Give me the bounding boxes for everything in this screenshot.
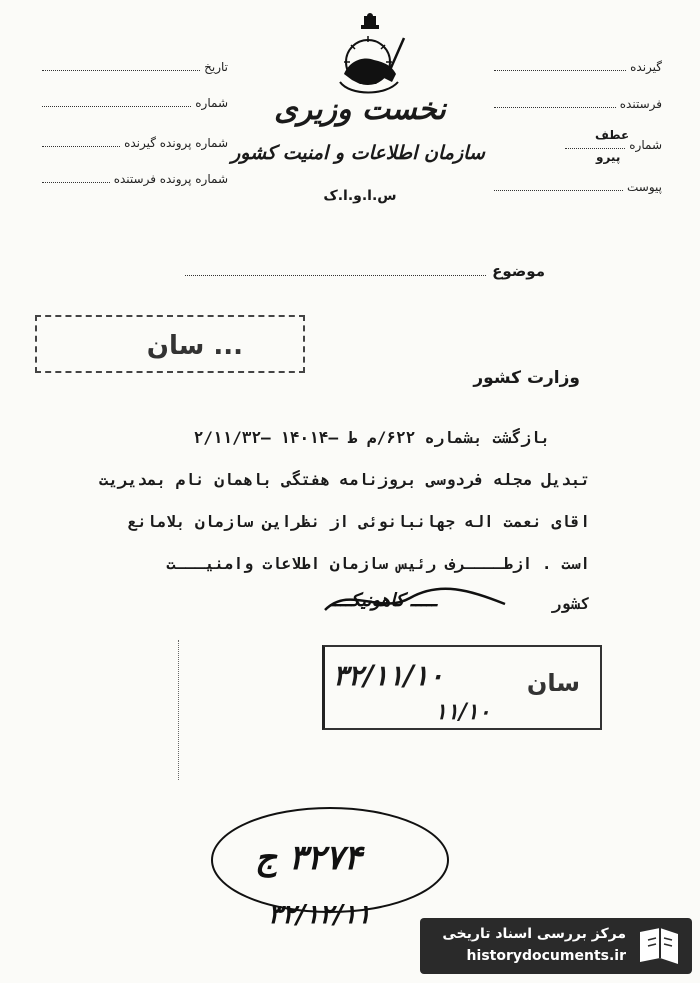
receiver-file-dotted-line [42, 137, 120, 147]
body-line-5: کشور [551, 594, 590, 613]
atf-label: عطف [595, 128, 630, 142]
number-label-left: شماره [195, 96, 228, 110]
sender-field [490, 97, 662, 111]
stamp-handwritten-right: سان [526, 669, 580, 697]
signature-text: ـــــ کاهونیکــــ [330, 590, 437, 611]
handwritten-date-bottom: ۳۲/۱۲/۱۱ [268, 900, 371, 930]
body-line-2: تبدیل مجله فردوسی بروزنامه هفتگی باهمان نام بمدیریت [98, 470, 590, 489]
letterhead-title: نخست وزیری [274, 92, 446, 127]
number-dotted-line-left [42, 97, 191, 107]
stamp-box-top [35, 315, 305, 373]
letterhead-code: س.ا.و.ا.ک [323, 188, 397, 204]
addressee: وزارت کشور [473, 368, 580, 388]
sender-file-dotted-line [42, 173, 110, 183]
stamp-handwritten-date: ۳۲/۱۱/۱۰ [333, 659, 444, 692]
sender-label: فرستنده [619, 97, 662, 111]
watermark-name: مرکز بررسی اسناد تاریخی [442, 926, 626, 942]
archive-book-logo-icon [636, 924, 682, 968]
attachment-dotted-line [494, 181, 623, 191]
subject-field [185, 262, 545, 280]
receiver-file-field [38, 136, 228, 150]
stamp-handwritten-bottom: ۱۱/۱۰ [435, 699, 491, 725]
number-label-right: شماره [629, 138, 662, 152]
date-field [38, 60, 228, 74]
receiver-dotted-line [494, 61, 626, 71]
letterhead-subtitle: سازمان اطلاعات و امنیت کشور [231, 142, 485, 164]
receiver-file-label: شماره پرونده گیرنده [124, 136, 228, 150]
attachment-label: پیوست [627, 180, 662, 194]
subject-label: موضوع [492, 262, 545, 280]
sender-file-label: شماره پرونده فرستنده [113, 172, 228, 186]
watermark-banner [420, 918, 692, 974]
sender-dotted-line [494, 98, 616, 108]
date-dotted-line [42, 61, 200, 71]
biru-label: پیرو [596, 150, 621, 164]
stamp-top-text: ... سان [146, 331, 243, 361]
attachment-field [490, 180, 662, 194]
subject-dotted-line [185, 275, 486, 276]
body-line-1: بازگشت بشماره ۶۲۲/م ط –۱۴۰۱۴ –۲/۱۱/۳۲ [193, 428, 550, 447]
signature-scribble-icon [320, 580, 510, 620]
receiver-field [490, 60, 662, 74]
body-line-3: اقای نعمت اله جهانبانوئی از نظراین سازمان بلامانع [127, 512, 590, 531]
body-line-4: است . ازطــــرف رئیس سازمان اطلاعات وامنیـــت [166, 554, 590, 573]
date-label: تاریخ [204, 60, 228, 74]
stamp-box-received [322, 645, 602, 730]
receiver-label: گیرنده [630, 60, 662, 74]
watermark-url: historydocuments.ir [466, 948, 626, 964]
margin-dotted-line [178, 640, 179, 780]
number-field-right [490, 138, 662, 152]
lion-and-sun-emblem-icon [330, 12, 410, 100]
handwritten-number: ۳۲۷۴ ج [255, 838, 362, 878]
number-field-left [38, 96, 228, 110]
sender-file-field [38, 172, 228, 186]
